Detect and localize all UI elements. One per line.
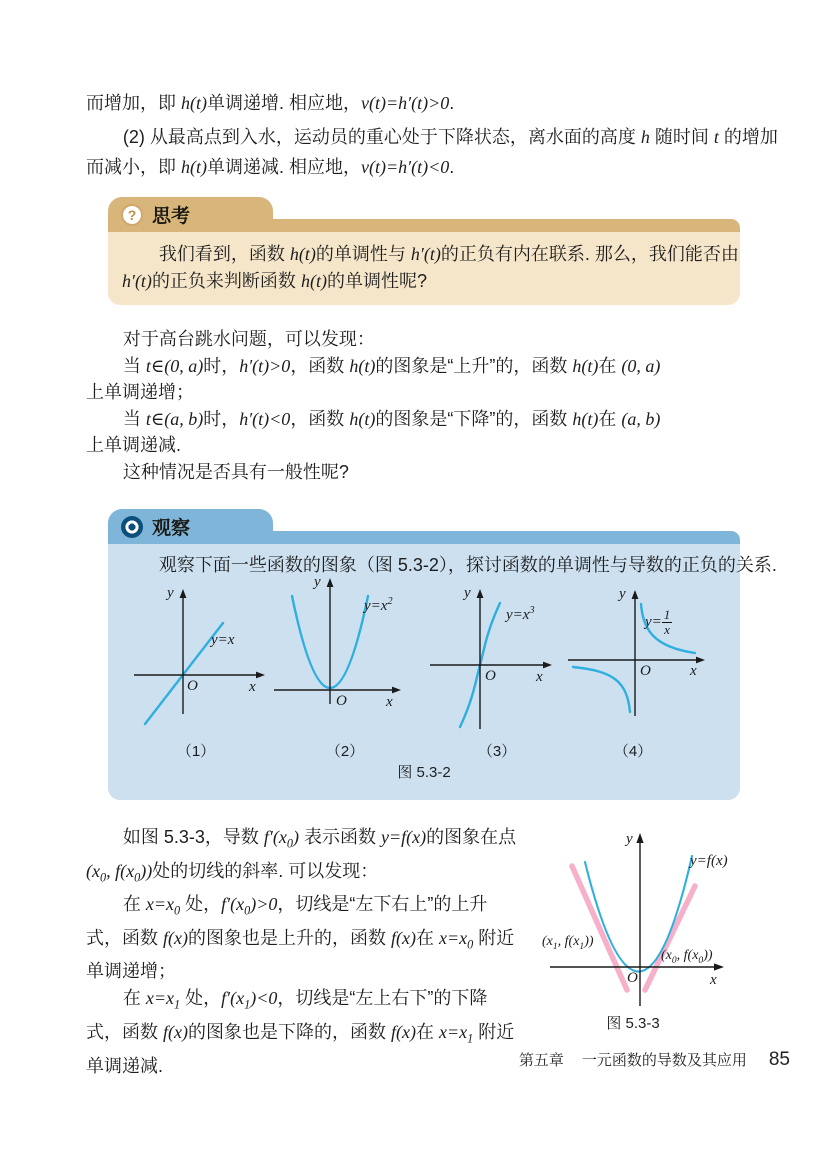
- tangent-slope-paragraphs: [86, 824, 556, 1080]
- paragraph-line: 上单调递增；: [86, 382, 194, 402]
- discussion-paragraphs: [86, 326, 754, 485]
- tangent-point-x0-label: ($x_0$, $f(x_0)$): [661, 948, 713, 966]
- y-axis-label: y: [167, 585, 174, 601]
- observe-tab: [108, 509, 273, 544]
- think-callout: [108, 197, 740, 305]
- chapter-title: 一元函数的导数及其应用: [581, 1052, 747, 1069]
- paragraph-line: 在 $x=x_1$ 处，$f'(x_1)<0$，切线是“左上右下”的下降: [122, 988, 488, 1012]
- paragraph-line: 这种情况是否具有一般性呢?: [122, 461, 349, 482]
- figure-5-3-2-caption: 图 5.3-2: [397, 764, 451, 781]
- origin-label: O: [485, 668, 496, 684]
- intro-paragraphs: [86, 88, 778, 182]
- graph-panel-y-equals-x-squared: [258, 572, 408, 722]
- paragraph-line: 我们看到，函数 h(t)的单调性与 h′(t)的正负有内在联系. 那么，我们能否由: [158, 244, 739, 264]
- paragraph-line: 上单调递减.: [86, 435, 182, 455]
- origin-label: O: [640, 663, 651, 679]
- observe-title: 观察: [152, 518, 191, 539]
- origin-label: O: [187, 678, 198, 694]
- chapter-label: 第五章: [518, 1052, 564, 1069]
- target-icon: [121, 516, 143, 538]
- figure-5-3-3-caption: 图 5.3-3: [606, 1015, 660, 1032]
- paragraph-line: 当 t∈(a, b)时，h′(t)<0，函数 h(t)的图象是“下降”的，函数 h(t)在 (a, b): [122, 408, 661, 429]
- y-axis-label: y: [464, 585, 471, 601]
- think-body: [108, 232, 740, 305]
- panel-index-1: （1）: [176, 743, 216, 760]
- y-axis-label: y: [626, 831, 633, 847]
- fraction-numerator: 1: [663, 607, 671, 622]
- page-footer: [519, 1049, 790, 1071]
- paragraph-line: 而减小，即 h(t)单调递减. 相应地，v(t)=h′(t)<0.: [86, 157, 455, 177]
- question-icon: [121, 204, 143, 226]
- y-axis-label: y: [619, 586, 626, 602]
- paragraph-line: 当 t∈(0, a)时，h′(t)>0，函数 h(t)的图象是“上升”的，函数 h(t)在 (0, a): [122, 355, 661, 376]
- curve-label-y-equals-f-of-x: y=f(x): [690, 853, 728, 869]
- graph-y-equals-1-over-x: [559, 584, 709, 734]
- curve-label-y-equals-1-over-x: [645, 608, 672, 638]
- question-glyph: ?: [127, 206, 137, 223]
- think-title: 思考: [152, 206, 191, 227]
- observe-callout: [108, 509, 777, 800]
- tangent-point-x1-label: ($x_1$, $f(x_1)$): [542, 934, 594, 952]
- panel-index-3: （3）: [477, 743, 517, 760]
- paragraph-line: h′(t)的正负来判断函数 h(t)的单调性呢?: [122, 271, 427, 291]
- fraction-denominator: x: [664, 622, 670, 638]
- paragraph-line: 单调递减.: [86, 1055, 164, 1076]
- x-axis-label: x: [536, 669, 543, 685]
- paragraph-line: 式，函数 f(x)的图象也是上升的，函数 f(x)在 $x=x_0$ 附近: [86, 927, 515, 952]
- x-axis-label: x: [690, 663, 697, 679]
- curve-label-y-equals-x: y=x: [211, 632, 235, 648]
- graph-y-equals-x-cubed: [416, 583, 566, 733]
- paragraph-line: 对于高台跳水问题，可以发现：: [122, 329, 375, 349]
- figure-5-3-3: [542, 828, 748, 1013]
- think-tab: [108, 197, 273, 232]
- graph-panel-y-equals-x: [121, 583, 271, 733]
- y-axis-label: y: [314, 574, 321, 590]
- paragraph-line: 在 $x=x_0$ 处，$f'(x_0)>0$，切线是“左下右上”的上升: [122, 894, 488, 918]
- x-axis-label: x: [386, 694, 393, 710]
- panel-index-2: （2）: [325, 743, 365, 760]
- paragraph-line: 如图 5.3-3，导数 $f'(x_0)$ 表示函数 y=f(x)的图象在点: [122, 827, 517, 851]
- graph-panel-y-equals-1-over-x: [559, 584, 709, 734]
- fraction: [662, 608, 673, 638]
- graph-y-equals-x: [121, 583, 271, 733]
- page-number: 85: [768, 1049, 790, 1070]
- panel-index-4: （4）: [613, 743, 653, 760]
- graph-panel-y-equals-x-cubed: [416, 583, 566, 733]
- paragraph-line: 观察下面一些函数的图象（图 5.3-2），探讨函数的单调性与导数的正负的关系.: [158, 555, 777, 575]
- origin-label: O: [627, 970, 638, 986]
- paragraph-line: 而增加，即 h(t)单调递增. 相应地，v(t)=h′(t)>0.: [86, 93, 455, 113]
- curve-label-y-equals-x-cubed: $y=x^3$: [506, 605, 535, 623]
- paragraph-line: 式，函数 f(x)的图象也是下降的，函数 f(x)在 $x=x_1$ 附近: [86, 1021, 515, 1046]
- origin-label: O: [336, 693, 347, 709]
- paragraph-line: ($x_0$, $f(x_0)$)处的切线的斜率. 可以发现：: [86, 860, 379, 885]
- curve-label-y-equals-x-squared: $y=x^2$: [364, 596, 393, 614]
- x-axis-label: x: [249, 679, 256, 695]
- frac-prefix: y=: [645, 614, 662, 631]
- paragraph-line: (2) 从最高点到入水，运动员的重心处于下降状态，离水面的高度 h 随时间 t 的增加: [122, 127, 778, 147]
- x-axis-label: x: [710, 972, 717, 988]
- paragraph-line: 单调递增；: [86, 961, 176, 982]
